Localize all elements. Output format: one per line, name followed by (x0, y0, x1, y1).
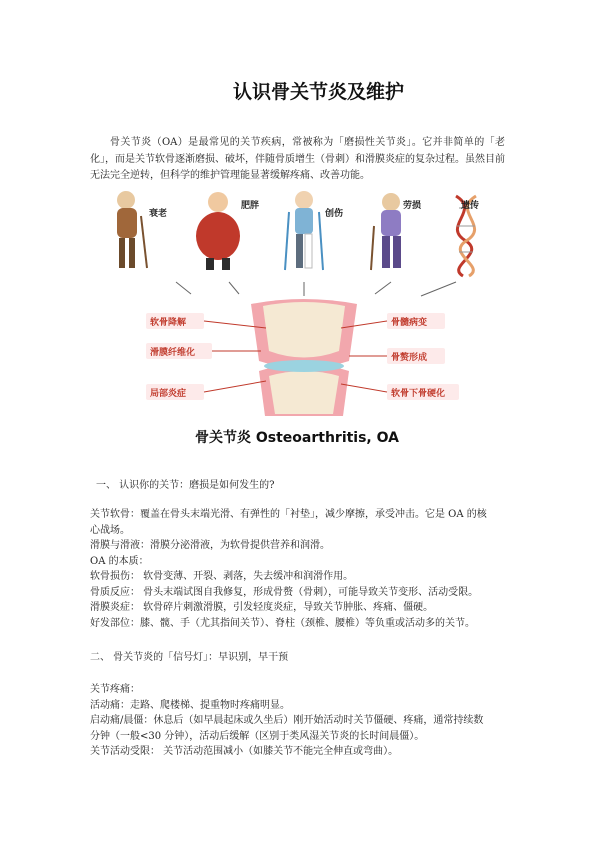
section-1 (90, 478, 510, 494)
body-line: 启动痛/晨僵：休息后（如早晨起床或久坐后）刚开始活动时关节僵硬、疼痛，通常持续数 (90, 715, 484, 726)
oa-illustration (91, 186, 504, 456)
cause-label: 衰老 (149, 209, 168, 219)
left-label: 滑膜纤维化 (150, 348, 196, 358)
right-label: 骨髓病变 (391, 318, 428, 328)
section-1-body (90, 507, 510, 631)
body-line: 关节软骨：覆盖在骨头末端光滑、有弹性的「衬垫」，减少摩擦，承受冲击。它是 OA 的核 (90, 509, 487, 520)
body-line: 心战场。 (90, 524, 130, 536)
body-line: 关节活动受限： 关节活动范围减小（如膝关节不能完全伸直或弯曲）。 (90, 746, 399, 757)
cause-strain-figure (371, 193, 401, 270)
page-title: 认识骨关节炎及维护 (232, 81, 404, 103)
cause-trauma-figure (285, 191, 323, 270)
knee-joint-illustration (251, 299, 357, 416)
cause-aging-figure (117, 191, 147, 268)
left-label: 软骨降解 (150, 318, 187, 328)
right-label: 软骨下骨硬化 (391, 389, 446, 399)
body-line: 好发部位：膝、髋、手（尤其指间关节）、脊柱（颈椎、腰椎）等负重或活动多的关节。 (90, 617, 475, 629)
figure-caption: 骨关节炎 Osteoarthritis, OA (194, 430, 400, 446)
body-line: 分钟（一般<30 分钟），活动后缓解（区别于类风湿关节炎的长时间晨僵）。 (90, 730, 425, 742)
section-1-heading: 一、 认识你的关节：磨损是如何发生的? (96, 480, 275, 491)
body-line: 滑膜与滑液：滑膜分泌滑液，为软骨提供营养和润滑。 (90, 540, 330, 551)
body-line: 滑膜炎症： 软骨碎片刺激滑膜，引发轻度炎症，导致关节肿胀、疼痛、僵硬。 (90, 602, 434, 613)
intro-paragraph: 骨关节炎（OA）是最常见的关节疾病，常被称为「磨损性关节炎」。它并非简单的「老化」，而是关节软骨逐渐磨损、破坏，伴随骨质增生（骨刺）和滑膜炎症的复杂过程。虽然目前无法完全逆转，但科学的维护管理能显著缓解疼痛、改善功能。 (90, 137, 505, 181)
body-line: 骨质反应： 骨头末端试图自我修复，形成骨赘（骨刺），可能导致关节变形、活动受限。 (90, 586, 479, 598)
body-line: 关节疼痛： (90, 684, 140, 695)
body-line: 活动痛：走路、爬楼梯、提重物时疼痛明显。 (90, 699, 290, 711)
cause-obesity-figure (196, 192, 240, 270)
body-line: OA 的本质： (90, 555, 149, 567)
cause-label: 劳损 (403, 201, 422, 211)
body-line: 软骨损伤： 软骨变薄、开裂、剥落，失去缓冲和润滑作用。 (90, 571, 354, 582)
cause-arrows (176, 282, 456, 296)
section-2-heading: 二、 骨关节炎的「信号灯」：早识别，早干预 (90, 652, 289, 663)
section-2 (90, 650, 510, 666)
cause-label: 遗传 (461, 201, 480, 211)
cause-label: 创伤 (325, 209, 344, 219)
right-label: 骨赘形成 (391, 353, 428, 363)
section-2-body (90, 682, 510, 760)
left-label: 局部炎症 (150, 389, 187, 399)
cause-label: 肥胖 (241, 201, 260, 211)
